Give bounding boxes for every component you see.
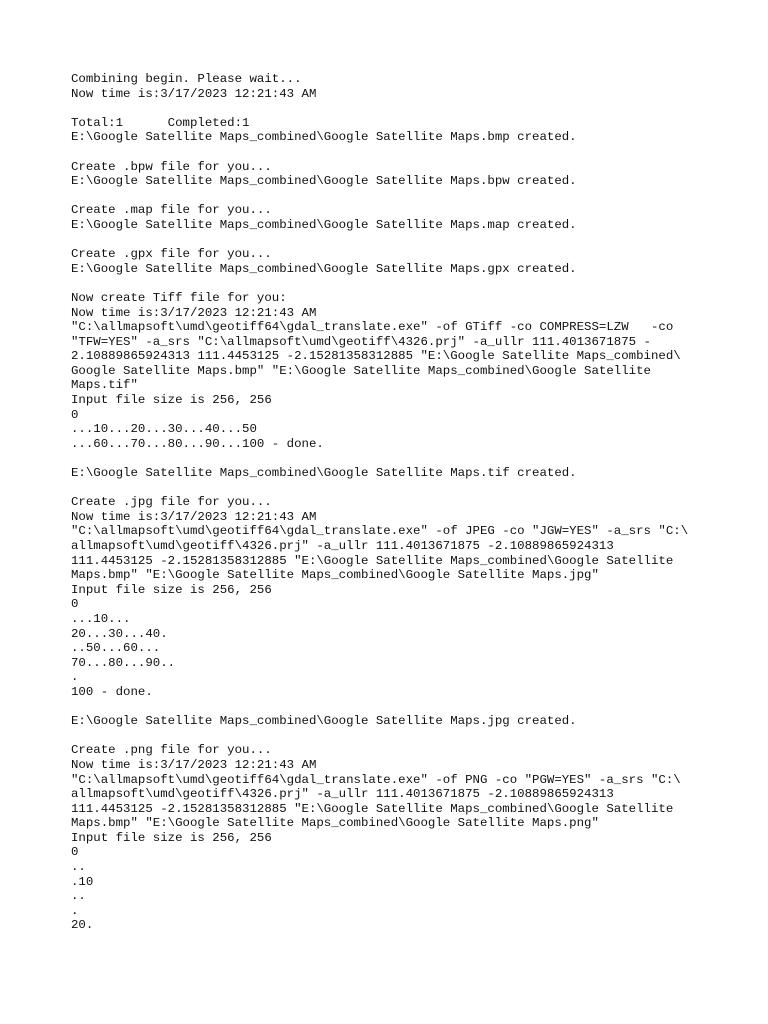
blank-line — [71, 276, 711, 291]
log-line: "C:\allmapsoft\umd\geotiff64\gdal_translate.exe" -of PNG -co "PGW=YES" -a_srs "C:\ — [71, 772, 681, 787]
log-line: Input file size is 256, 256 — [71, 582, 272, 597]
log-line: allmapsoft\umd\geotiff\4326.prj" -a_ullr 111.4013671875 -2.10889865924313 — [71, 787, 614, 802]
log-line: "C:\allmapsoft\umd\geotiff64\gdal_translate.exe" -of GTiff -co COMPRESS=LZW -co — [71, 320, 674, 335]
log-line: 2.10889865924313 111.4453125 -2.15281358312885 "E:\Google Satellite Maps_combined\ — [71, 349, 681, 364]
log-line: Now time is:3/17/2023 12:21:43 AM — [71, 86, 317, 101]
log-line: Input file size is 256, 256 — [71, 393, 272, 408]
log-line: Create .jpg file for you... — [71, 495, 272, 510]
log-line: E:\Google Satellite Maps_combined\Google Satellite Maps.bmp created. — [71, 130, 577, 145]
log-line: E:\Google Satellite Maps_combined\Google Satellite Maps.bpw created. — [71, 174, 577, 189]
log-line: 111.4453125 -2.15281358312885 "E:\Google Satellite Maps_combined\Google Satellite — [71, 801, 674, 816]
log-line: ...10... — [71, 611, 131, 626]
log-line: Input file size is 256, 256 — [71, 830, 272, 845]
log-line: .. — [71, 860, 86, 875]
log-line: E:\Google Satellite Maps_combined\Google Satellite Maps.gpx created. — [71, 261, 577, 276]
log-line: Combining begin. Please wait... — [71, 72, 302, 86]
blank-line — [71, 451, 711, 466]
log-line: 20...30...40. — [71, 626, 168, 641]
blank-line — [71, 189, 711, 204]
log-line: "C:\allmapsoft\umd\geotiff64\gdal_translate.exe" -of JPEG -co "JGW=YES" -a_srs "C:\ — [71, 524, 689, 539]
log-line: .. — [71, 889, 86, 904]
log-line: . — [71, 903, 79, 918]
log-line: Now time is:3/17/2023 12:21:43 AM — [71, 757, 317, 772]
log-line: Google Satellite Maps.bmp" "E:\Google Satellite Maps_combined\Google Satellite — [71, 363, 651, 378]
log-line: E:\Google Satellite Maps_combined\Google Satellite Maps.map created. — [71, 217, 577, 232]
blank-line — [71, 145, 711, 160]
log-line: 111.4453125 -2.15281358312885 "E:\Google Satellite Maps_combined\Google Satellite — [71, 553, 674, 568]
log-line: Now time is:3/17/2023 12:21:43 AM — [71, 509, 317, 524]
log-line: Maps.bmp" "E:\Google Satellite Maps_combined\Google Satellite Maps.jpg" — [71, 568, 599, 583]
blank-line — [71, 729, 711, 744]
log-line: E:\Google Satellite Maps_combined\Google Satellite Maps.tif created. — [71, 466, 577, 481]
log-line: "TFW=YES" -a_srs "C:\allmapsoft\umd\geotiff\4326.prj" -a_ullr 111.4013671875 - — [71, 334, 651, 349]
log-line: 20. — [71, 918, 94, 933]
log-line: 100 - done. — [71, 684, 153, 699]
log-line: 0 — [71, 845, 79, 860]
log-line: Now create Tiff file for you: — [71, 290, 287, 305]
blank-line — [71, 481, 711, 496]
log-line: ...60...70...80...90...100 - done. — [71, 436, 324, 451]
log-line: ...10...20...30...40...50 — [71, 422, 257, 437]
blank-line — [71, 700, 711, 715]
log-line: Maps.tif" — [71, 378, 138, 393]
log-line: 0 — [71, 597, 79, 612]
log-line: Maps.bmp" "E:\Google Satellite Maps_combined\Google Satellite Maps.png" — [71, 816, 599, 831]
log-line: Now time is:3/17/2023 12:21:43 AM — [71, 305, 317, 320]
log-line: ..50...60... — [71, 641, 161, 656]
log-line: . — [71, 670, 79, 685]
log-line: Create .png file for you... — [71, 743, 272, 758]
blank-line — [71, 101, 711, 116]
log-line: .10 — [71, 874, 94, 889]
blank-line — [71, 233, 711, 248]
log-line: allmapsoft\umd\geotiff\4326.prj" -a_ullr 111.4013671875 -2.10889865924313 — [71, 539, 614, 553]
log-line: 70...80...90.. — [71, 655, 176, 670]
log-line: E:\Google Satellite Maps_combined\Google Satellite Maps.jpg created. — [71, 714, 577, 729]
log-line: Create .map file for you... — [71, 203, 272, 218]
log-line: Create .bpw file for you... — [71, 159, 272, 174]
log-line: Total:1 Completed:1 — [71, 115, 250, 130]
log-line: Create .gpx file for you... — [71, 247, 272, 262]
log-output — [71, 72, 711, 933]
log-line: 0 — [71, 407, 79, 422]
